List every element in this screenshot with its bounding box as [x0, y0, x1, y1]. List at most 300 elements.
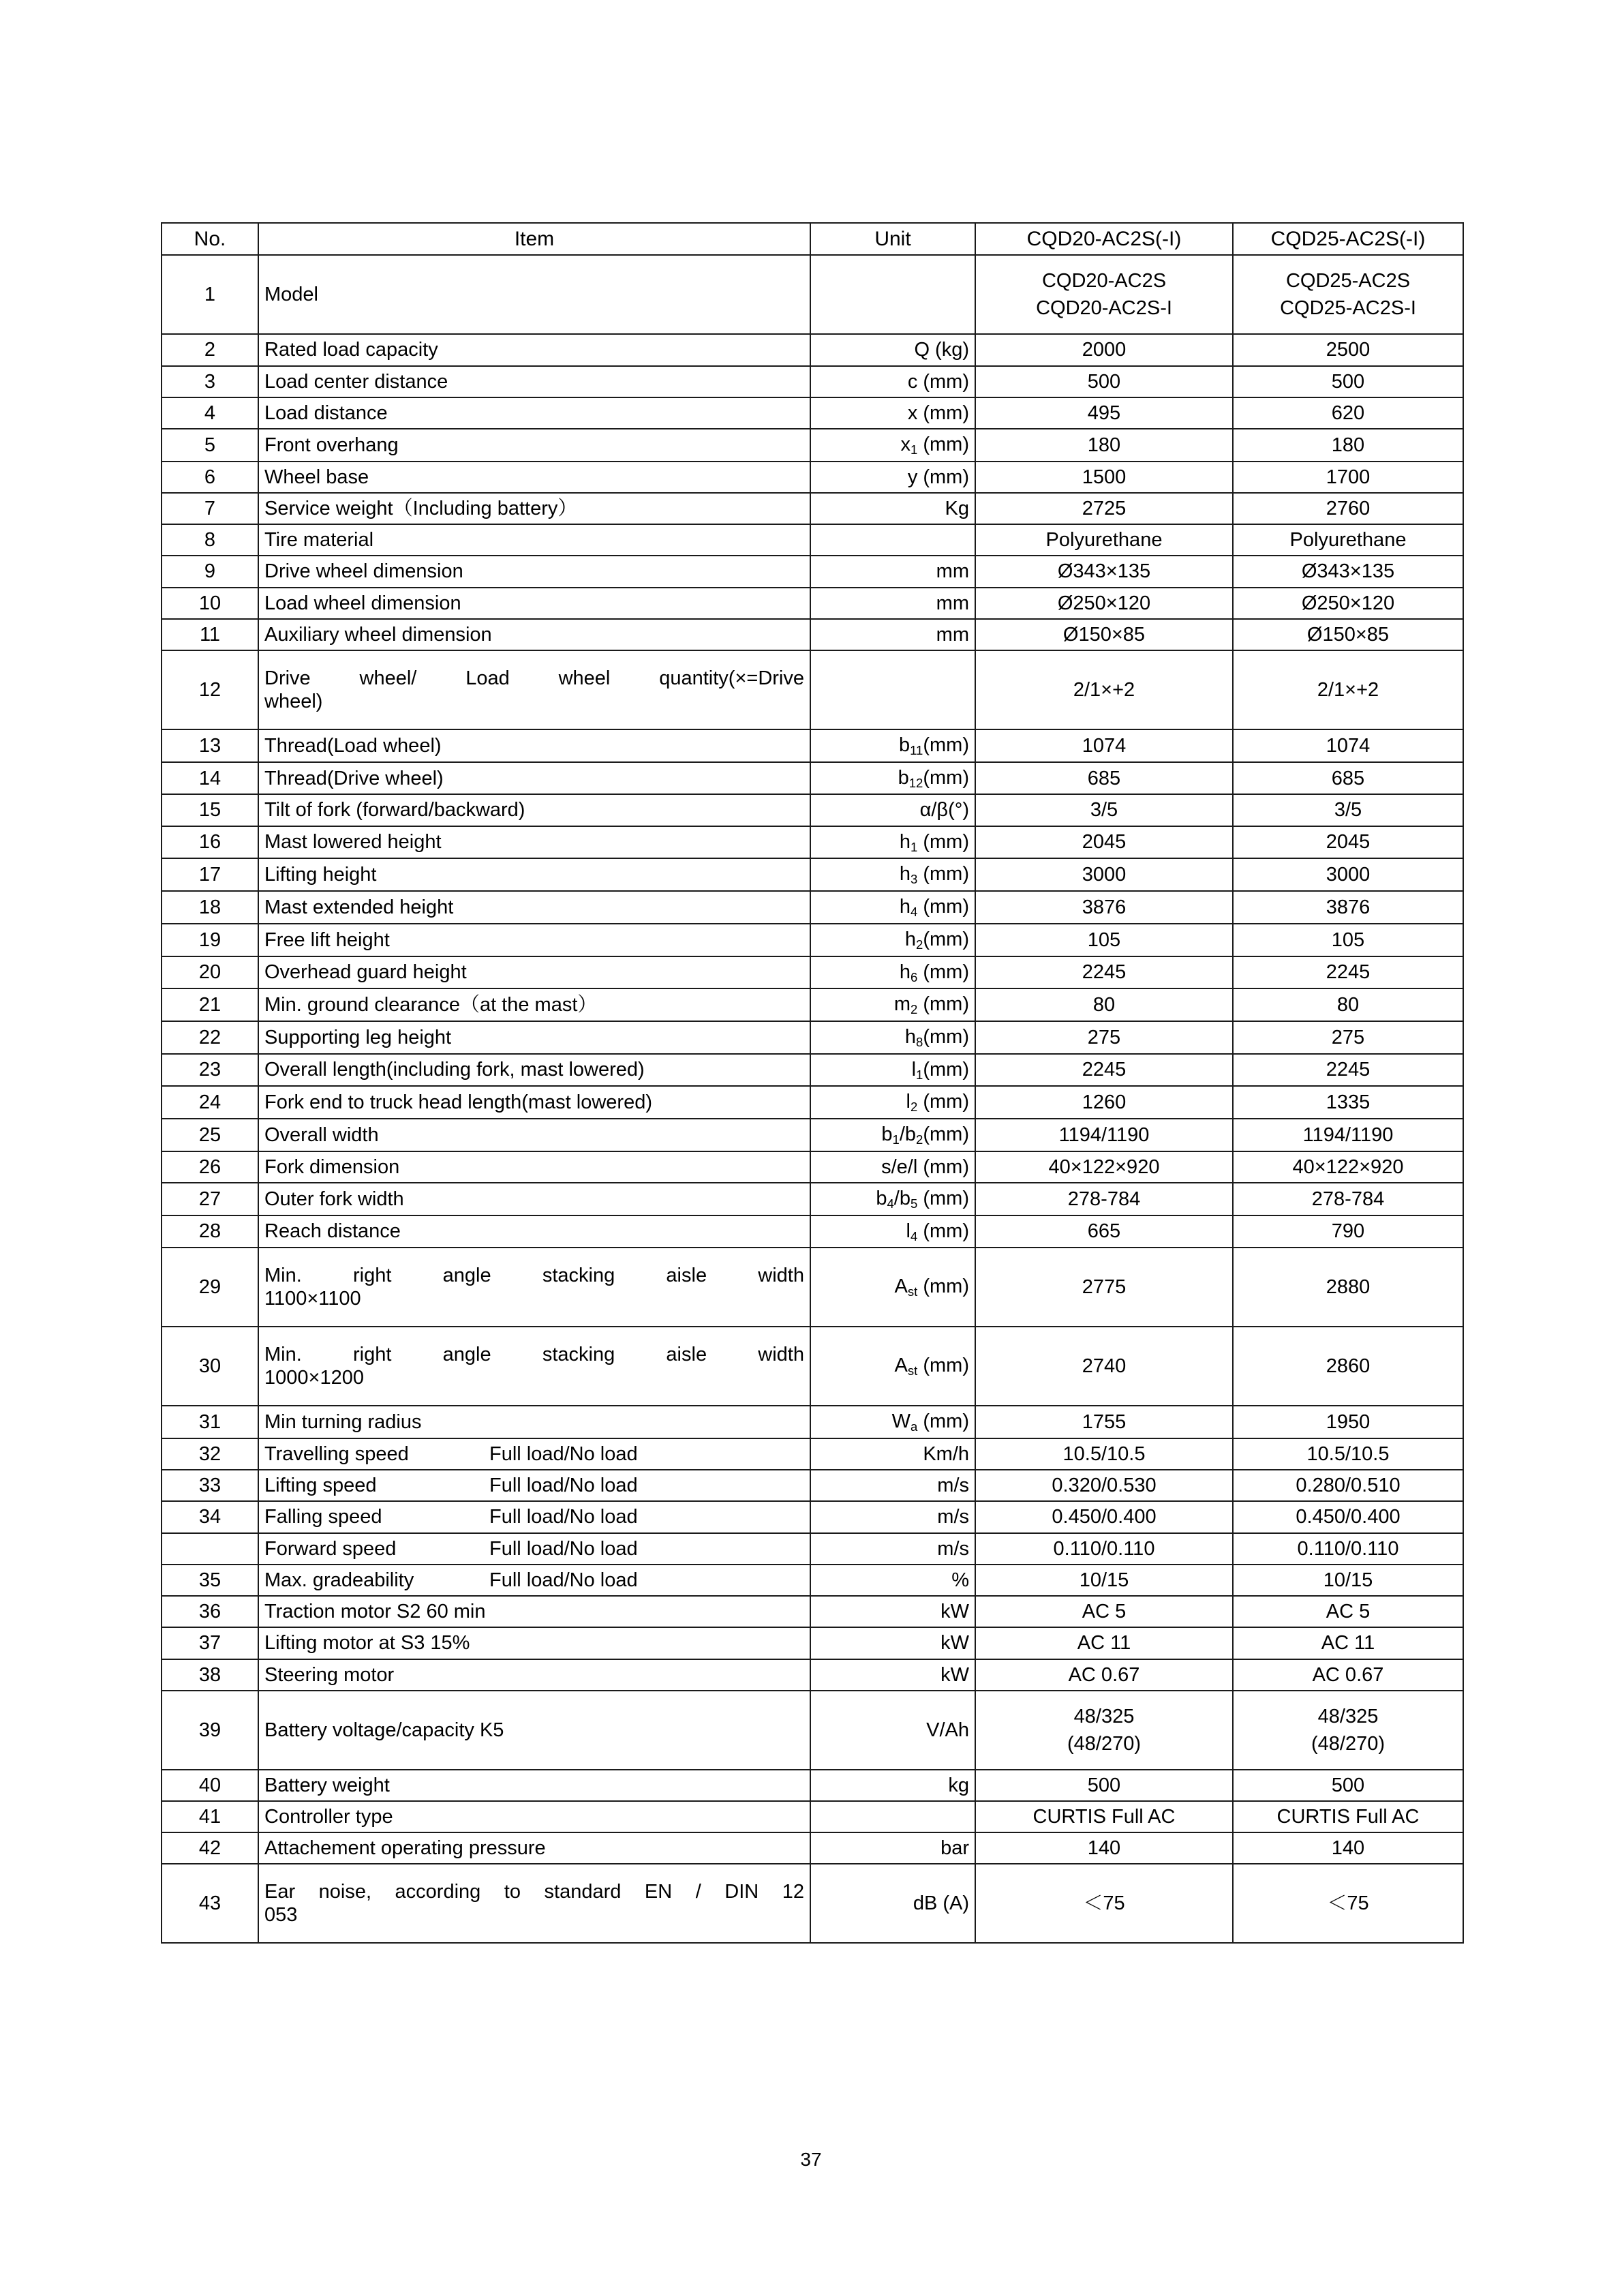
table-row [162, 1832, 1463, 1864]
row-unit [810, 524, 975, 556]
row-number: 15 [162, 794, 258, 826]
row-item-label: Lifting height [258, 858, 810, 891]
row-item-label: Load distance [258, 397, 810, 429]
value-cqd20: 1074 [975, 729, 1233, 762]
row-unit: mm [810, 619, 975, 650]
value-cqd25: 3/5 [1233, 794, 1463, 826]
value-cqd20: 3876 [975, 891, 1233, 924]
row-number: 32 [162, 1438, 258, 1470]
value-cqd20: 40×122×920 [975, 1151, 1233, 1183]
table-row [162, 1659, 1463, 1691]
row-item-label: Battery weight [258, 1770, 810, 1801]
table-row [162, 1533, 1463, 1565]
row-unit: $h_4$ (mm) [810, 891, 975, 924]
row-unit: kW [810, 1627, 975, 1659]
row-unit: $h_3$ (mm) [810, 858, 975, 891]
table-row [162, 794, 1463, 826]
row-number: 38 [162, 1659, 258, 1691]
value-cqd25: 1074 [1233, 729, 1463, 762]
column-header-unit: Unit [810, 223, 975, 255]
item-primary-label: Lifting speed [264, 1475, 377, 1497]
row-unit: $b_{12}(mm)$ [810, 762, 975, 795]
row-unit: $A_{st}$ (mm) [810, 1327, 975, 1406]
table-row [162, 524, 1463, 556]
row-item-label: Overhead guard height [258, 956, 810, 989]
row-unit: m/s [810, 1533, 975, 1565]
item-condition-label: Full load/No load [489, 1569, 638, 1591]
row-number: 10 [162, 588, 258, 619]
row-item-label: Service weight（Including battery） [258, 493, 810, 524]
value-cqd25: 140 [1233, 1832, 1463, 1864]
row-item-label: Load center distance [258, 366, 810, 397]
row-number: 22 [162, 1021, 258, 1054]
row-item-label: Steering motor [258, 1659, 810, 1691]
value-cqd25: 180 [1233, 429, 1463, 462]
value-cqd20: 2775 [975, 1248, 1233, 1327]
row-unit: $h_1$ (mm) [810, 826, 975, 859]
row-number: 1 [162, 255, 258, 334]
value-cqd25: 2045 [1233, 826, 1463, 859]
table-row [162, 1501, 1463, 1532]
value-cqd25: 10.5/10.5 [1233, 1438, 1463, 1470]
row-item-label [258, 650, 810, 729]
row-unit: x (mm) [810, 397, 975, 429]
row-item-label: Reach distance [258, 1215, 810, 1248]
row-item-label [258, 1248, 810, 1327]
column-header-no: No. [162, 223, 258, 255]
table-row [162, 762, 1463, 795]
page-number: 37 [800, 2149, 822, 2170]
value-cqd20 [975, 255, 1233, 334]
row-number: 29 [162, 1248, 258, 1327]
row-number: 13 [162, 729, 258, 762]
row-number: 33 [162, 1470, 258, 1501]
value-cqd20 [975, 1691, 1233, 1770]
value-cqd20: 1755 [975, 1406, 1233, 1438]
row-item-label: Overall width [258, 1119, 810, 1151]
row-unit [810, 650, 975, 729]
value-cqd20: AC 11 [975, 1627, 1233, 1659]
row-number: 31 [162, 1406, 258, 1438]
row-unit: $h_2(mm)$ [810, 924, 975, 956]
value-cqd25: 2500 [1233, 334, 1463, 365]
row-item-label: Supporting leg height [258, 1021, 810, 1054]
row-unit: $l_4$ (mm) [810, 1215, 975, 1248]
row-item-label: Fork dimension [258, 1151, 810, 1183]
row-unit: $h_8(mm)$ [810, 1021, 975, 1054]
row-item-label: Thread(Load wheel) [258, 729, 810, 762]
row-number: 7 [162, 493, 258, 524]
row-unit: kW [810, 1659, 975, 1691]
value-cqd25: Ø250×120 [1233, 588, 1463, 619]
value-cqd20: CURTIS Full AC [975, 1801, 1233, 1832]
table-row [162, 1770, 1463, 1801]
table-row [162, 619, 1463, 650]
row-number: 17 [162, 858, 258, 891]
row-item-label [258, 1864, 810, 1943]
value-cqd20: 2725 [975, 493, 1233, 524]
value-cqd20: 3000 [975, 858, 1233, 891]
value-cqd25: 2760 [1233, 493, 1463, 524]
row-number: 40 [162, 1770, 258, 1801]
row-item-label: Mast lowered height [258, 826, 810, 859]
row-unit: bar [810, 1832, 975, 1864]
row-unit: $l_2$ (mm) [810, 1086, 975, 1119]
value-cqd20: 1260 [975, 1086, 1233, 1119]
row-unit: c (mm) [810, 366, 975, 397]
table-row [162, 255, 1463, 334]
value-cqd25: AC 5 [1233, 1596, 1463, 1627]
value-cqd20: 685 [975, 762, 1233, 795]
value-cqd20: 2245 [975, 956, 1233, 989]
row-number: 21 [162, 988, 258, 1021]
specification-table-body [162, 223, 1463, 1943]
row-unit: m/s [810, 1470, 975, 1501]
row-item-label: Thread(Drive wheel) [258, 762, 810, 795]
value-cqd20: 140 [975, 1832, 1233, 1864]
value-cqd20: 500 [975, 366, 1233, 397]
value-cqd20: 0.450/0.400 [975, 1501, 1233, 1532]
value-cqd20: AC 5 [975, 1596, 1233, 1627]
row-item-label: Auxiliary wheel dimension [258, 619, 810, 650]
table-row [162, 334, 1463, 365]
value-cqd25: 1194/1190 [1233, 1119, 1463, 1151]
item-condition-label: Full load/No load [489, 1443, 638, 1466]
value-cqd20: 665 [975, 1215, 1233, 1248]
value-cqd25 [1233, 1691, 1463, 1770]
row-item-label: Min turning radius [258, 1406, 810, 1438]
column-header-model-1: CQD20-AC2S(-I) [975, 223, 1233, 255]
row-number: 37 [162, 1627, 258, 1659]
table-row [162, 956, 1463, 989]
row-number: 30 [162, 1327, 258, 1406]
table-row [162, 1864, 1463, 1943]
table-row [162, 891, 1463, 924]
row-unit: kg [810, 1770, 975, 1801]
table-row [162, 1183, 1463, 1215]
value-cqd20: 2045 [975, 826, 1233, 859]
row-unit [810, 255, 975, 334]
item-primary-label: Travelling speed [264, 1443, 409, 1466]
table-row [162, 650, 1463, 729]
table-row [162, 858, 1463, 891]
value-cqd20: 105 [975, 924, 1233, 956]
value-cqd20: 1194/1190 [975, 1119, 1233, 1151]
row-number: 11 [162, 619, 258, 650]
value-cqd25: AC 0.67 [1233, 1659, 1463, 1691]
row-item-label: Controller type [258, 1801, 810, 1832]
table-row [162, 1596, 1463, 1627]
item-condition-label: Full load/No load [489, 1506, 638, 1528]
row-item-label: Mast extended height [258, 891, 810, 924]
value-cqd25: 275 [1233, 1021, 1463, 1054]
table-row [162, 1215, 1463, 1248]
row-number: 43 [162, 1864, 258, 1943]
table-row [162, 1691, 1463, 1770]
item-primary-label: Falling speed [264, 1506, 382, 1528]
specification-table-container [161, 222, 1463, 1944]
row-item-label: Tire material [258, 524, 810, 556]
column-header-model-2: CQD25-AC2S(-I) [1233, 223, 1463, 255]
row-item-label: Load wheel dimension [258, 588, 810, 619]
value-cqd25: 500 [1233, 1770, 1463, 1801]
row-unit: V/Ah [810, 1691, 975, 1770]
row-unit: dB (A) [810, 1864, 975, 1943]
table-row [162, 1406, 1463, 1438]
row-number: 28 [162, 1215, 258, 1248]
row-number: 8 [162, 524, 258, 556]
value-cqd25: Polyurethane [1233, 524, 1463, 556]
row-number: 41 [162, 1801, 258, 1832]
item-primary-label: Forward speed [264, 1537, 397, 1560]
value-cqd25: 3000 [1233, 858, 1463, 891]
row-unit: $b_{11}(mm)$ [810, 729, 975, 762]
column-header-item: Item [258, 223, 810, 255]
value-line-2: (48/270) [1311, 1732, 1385, 1755]
table-row [162, 1021, 1463, 1054]
row-unit: $l_1(mm)$ [810, 1054, 975, 1087]
row-number: 2 [162, 334, 258, 365]
row-unit: mm [810, 556, 975, 587]
value-cqd25: 0.110/0.110 [1233, 1533, 1463, 1565]
table-row [162, 588, 1463, 619]
row-number: 36 [162, 1596, 258, 1627]
row-item-label [258, 1438, 810, 1470]
row-unit: $b_1/b_2(mm)$ [810, 1119, 975, 1151]
row-unit: m/s [810, 1501, 975, 1532]
row-number: 42 [162, 1832, 258, 1864]
row-item-label [258, 1565, 810, 1596]
item-line-2: 053 [264, 1904, 298, 1927]
value-cqd25: 3876 [1233, 891, 1463, 924]
value-cqd20: Ø150×85 [975, 619, 1233, 650]
table-row [162, 1565, 1463, 1596]
table-row [162, 1054, 1463, 1087]
row-number: 19 [162, 924, 258, 956]
row-unit: $h_6$ (mm) [810, 956, 975, 989]
value-cqd25: 2/1×+2 [1233, 650, 1463, 729]
table-row [162, 397, 1463, 429]
value-cqd25: 1335 [1233, 1086, 1463, 1119]
value-cqd25: 0.280/0.510 [1233, 1470, 1463, 1501]
value-line-2: CQD20-AC2S-I [1036, 297, 1172, 320]
row-number [162, 1533, 258, 1565]
value-cqd25: 790 [1233, 1215, 1463, 1248]
row-unit: $b_4/b_5$ (mm) [810, 1183, 975, 1215]
row-number: 34 [162, 1501, 258, 1532]
value-cqd20: 180 [975, 429, 1233, 462]
row-unit: % [810, 1565, 975, 1596]
row-item-label [258, 1501, 810, 1532]
table-header-row [162, 223, 1463, 255]
value-cqd25: 620 [1233, 397, 1463, 429]
row-number: 24 [162, 1086, 258, 1119]
row-number: 27 [162, 1183, 258, 1215]
row-unit: $A_{st}$ (mm) [810, 1248, 975, 1327]
row-unit: Q (kg) [810, 334, 975, 365]
specification-table [161, 222, 1464, 1944]
row-unit: $W_a$ (mm) [810, 1406, 975, 1438]
table-row [162, 462, 1463, 493]
value-cqd20: 0.110/0.110 [975, 1533, 1233, 1565]
row-item-label: Wheel base [258, 462, 810, 493]
value-cqd20: 278-784 [975, 1183, 1233, 1215]
item-condition-label: Full load/No load [489, 1475, 638, 1497]
row-item-label: Tilt of fork (forward/backward) [258, 794, 810, 826]
row-unit [810, 1801, 975, 1832]
row-item-label [258, 1327, 810, 1406]
value-cqd20: 10/15 [975, 1565, 1233, 1596]
value-cqd20: 1500 [975, 462, 1233, 493]
row-item-label: Overall length(including fork, mast lowered) [258, 1054, 810, 1087]
table-row [162, 1438, 1463, 1470]
row-item-label: Model [258, 255, 810, 334]
table-row [162, 729, 1463, 762]
table-row [162, 429, 1463, 462]
table-row [162, 1327, 1463, 1406]
value-cqd25: 10/15 [1233, 1565, 1463, 1596]
row-item-label: Rated load capacity [258, 334, 810, 365]
row-item-label: Attachement operating pressure [258, 1832, 810, 1864]
row-unit: Kg [810, 493, 975, 524]
value-line-1: 48/325 [1317, 1705, 1379, 1727]
row-item-label [258, 1470, 810, 1501]
row-item-label: Front overhang [258, 429, 810, 462]
row-unit: s/e/l (mm) [810, 1151, 975, 1183]
table-row [162, 988, 1463, 1021]
row-unit: $m_2$ (mm) [810, 988, 975, 1021]
value-cqd25: 1950 [1233, 1406, 1463, 1438]
value-cqd25: 40×122×920 [1233, 1151, 1463, 1183]
value-cqd20: 10.5/10.5 [975, 1438, 1233, 1470]
table-row [162, 1119, 1463, 1151]
item-line-2: wheel) [264, 691, 323, 713]
table-row [162, 924, 1463, 956]
value-cqd25: 80 [1233, 988, 1463, 1021]
row-number: 20 [162, 956, 258, 989]
table-row [162, 1470, 1463, 1501]
item-line-2: 1100×1100 [264, 1288, 361, 1310]
row-number: 6 [162, 462, 258, 493]
row-number: 23 [162, 1054, 258, 1087]
item-primary-label: Max. gradeability [264, 1569, 414, 1591]
value-line-1: CQD20-AC2S [1041, 270, 1167, 292]
row-number: 4 [162, 397, 258, 429]
row-number: 14 [162, 762, 258, 795]
row-number: 39 [162, 1691, 258, 1770]
value-cqd25: Ø343×135 [1233, 556, 1463, 587]
value-cqd20: Ø343×135 [975, 556, 1233, 587]
table-row [162, 1801, 1463, 1832]
row-item-label: Fork end to truck head length(mast lowered) [258, 1086, 810, 1119]
value-cqd20: 2/1×+2 [975, 650, 1233, 729]
table-row [162, 1248, 1463, 1327]
row-unit: $x_1$ (mm) [810, 429, 975, 462]
table-row [162, 826, 1463, 859]
value-line-2: CQD25-AC2S-I [1280, 297, 1416, 320]
item-line-1: Ear noise, according to standard EN / DIN 12 [264, 1881, 804, 1903]
row-item-label [258, 1533, 810, 1565]
row-item-label: Drive wheel dimension [258, 556, 810, 587]
table-row [162, 493, 1463, 524]
row-number: 9 [162, 556, 258, 587]
value-line-2: (48/270) [1067, 1732, 1141, 1755]
row-number: 12 [162, 650, 258, 729]
table-row [162, 556, 1463, 587]
row-number: 35 [162, 1565, 258, 1596]
item-line-1: Min. right angle stacking aisle width [264, 1344, 804, 1366]
table-row [162, 1086, 1463, 1119]
row-unit: Km/h [810, 1438, 975, 1470]
value-cqd20: 3/5 [975, 794, 1233, 826]
value-cqd20: 2740 [975, 1327, 1233, 1406]
value-cqd25: Ø150×85 [1233, 619, 1463, 650]
item-line-2: 1000×1200 [264, 1367, 364, 1389]
value-cqd25: 500 [1233, 366, 1463, 397]
value-cqd25: AC 11 [1233, 1627, 1463, 1659]
item-condition-label: Full load/No load [489, 1537, 638, 1560]
row-item-label: Battery voltage/capacity K5 [258, 1691, 810, 1770]
row-item-label: Min. ground clearance（at the mast） [258, 988, 810, 1021]
value-cqd25 [1233, 255, 1463, 334]
value-cqd25: 1700 [1233, 462, 1463, 493]
value-cqd20: 0.320/0.530 [975, 1470, 1233, 1501]
row-item-label: Free lift height [258, 924, 810, 956]
row-number: 16 [162, 826, 258, 859]
value-cqd25: 2245 [1233, 956, 1463, 989]
item-line-1: Min. right angle stacking aisle width [264, 1265, 804, 1287]
value-cqd20: AC 0.67 [975, 1659, 1233, 1691]
value-cqd20: 500 [975, 1770, 1233, 1801]
value-line-1: CQD25-AC2S [1285, 270, 1411, 292]
row-item-label: Outer fork width [258, 1183, 810, 1215]
table-row [162, 1627, 1463, 1659]
row-unit: mm [810, 588, 975, 619]
row-unit: α/β(°) [810, 794, 975, 826]
value-cqd20: 2245 [975, 1054, 1233, 1087]
value-cqd25: ＜75 [1233, 1864, 1463, 1943]
item-line-1: Drive wheel/ Load wheel quantity(×=Drive [264, 667, 804, 689]
row-unit: y (mm) [810, 462, 975, 493]
value-cqd25: 685 [1233, 762, 1463, 795]
value-cqd25: 0.450/0.400 [1233, 1501, 1463, 1532]
row-unit: kW [810, 1596, 975, 1627]
row-number: 3 [162, 366, 258, 397]
value-cqd25: 2880 [1233, 1248, 1463, 1327]
row-number: 26 [162, 1151, 258, 1183]
table-row [162, 1151, 1463, 1183]
value-cqd25: CURTIS Full AC [1233, 1801, 1463, 1832]
row-number: 25 [162, 1119, 258, 1151]
row-item-label: Traction motor S2 60 min [258, 1596, 810, 1627]
value-cqd25: 278-784 [1233, 1183, 1463, 1215]
value-cqd20: ＜75 [975, 1864, 1233, 1943]
value-cqd25: 2860 [1233, 1327, 1463, 1406]
value-cqd20: 275 [975, 1021, 1233, 1054]
value-cqd20: 495 [975, 397, 1233, 429]
value-cqd25: 105 [1233, 924, 1463, 956]
value-cqd20: 2000 [975, 334, 1233, 365]
value-cqd20: Ø250×120 [975, 588, 1233, 619]
value-line-1: 48/325 [1073, 1705, 1135, 1727]
value-cqd20: 80 [975, 988, 1233, 1021]
table-row [162, 366, 1463, 397]
row-item-label: Lifting motor at S3 15% [258, 1627, 810, 1659]
row-number: 18 [162, 891, 258, 924]
value-cqd25: 2245 [1233, 1054, 1463, 1087]
row-number: 5 [162, 429, 258, 462]
value-cqd20: Polyurethane [975, 524, 1233, 556]
